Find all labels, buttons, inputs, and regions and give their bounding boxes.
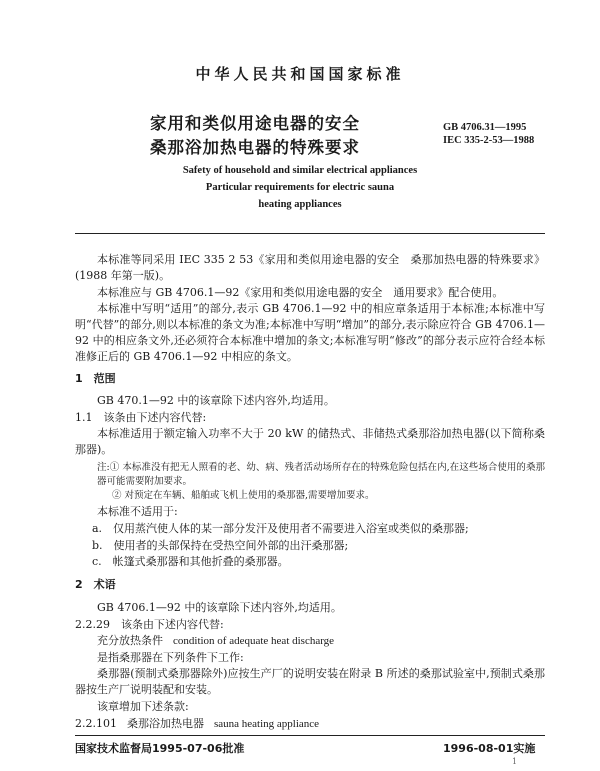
exclusion-item-c: c. 帐篷式桑那器和其他折叠的桑那器。 xyxy=(92,555,289,568)
term-definition xyxy=(97,633,545,649)
iec-number: IEC 335-2-53—1988 xyxy=(443,135,535,146)
section-1-scope-text: GB 470.1—92 中的该章除下述内容外,均适用。 xyxy=(97,394,335,407)
footer-rule xyxy=(75,735,545,736)
note-2: ② 对预定在车辆、船舶或飞机上使用的桑那器,需要增加要求。 xyxy=(112,490,375,501)
clause-1-1: 1.1 该条由下述内容代替: xyxy=(75,411,207,424)
section-2-applicability: GB 4706.1—92 中的该章除下述内容外,均适用。 xyxy=(97,601,342,614)
section-2-heading: 2 术语 xyxy=(75,578,116,591)
section-1-heading: 1 范围 xyxy=(75,372,116,385)
header-rule xyxy=(75,233,545,234)
intro-paragraph-2: 本标准应与 GB 4706.1—92《家用和类似用途电器的安全 通用要求》配合使用。 xyxy=(97,286,504,299)
title-en-line2: Particular requirements for electric sauna xyxy=(205,182,395,193)
intro-paragraph-1: 本标准等同采用 IEC 335 2 53《家用和类似用途电器的安全 桑那加热电器的特殊要求》(1988 年第一版)。 xyxy=(75,253,545,282)
title-en-line3: heating appliances xyxy=(258,199,342,210)
not-applicable-label: 本标准不适用于: xyxy=(97,505,178,518)
term-condition: 是指桑那器在下列条件下工作: xyxy=(97,651,244,664)
clause-1-1-body: 本标准适用于额定输入功率不大于 20 kW 的储热式、非储热式桑那浴加热电器(以下简称桑那器)。 xyxy=(75,427,545,456)
implementation-date: 1996-08-01实施 xyxy=(443,742,536,755)
approval-date: 国家技术监督局1995-07-06批准 xyxy=(75,742,245,755)
clause-2-2-101-number: 2.2.101 xyxy=(75,717,117,730)
intro-paragraph-3: 本标准中写明“适用”的部分,表示 GB 4706.1—92 中的相应章条适用于本标准;本标准中写明“代替”的部分,则以本标准的条文为准;本标准中写明“增加”的部分,表示除应符合 GB 4706.1—92 中的相应条文外,还必须符合本标准中增加的条文;本标准写明“修改”的部分表示应符合经本标准修正后的 GB 4706.1—92 中相应的条文。 xyxy=(75,302,545,363)
clause-2-2-29: 2.2.29 该条由下述内容代替: xyxy=(75,618,224,631)
title-en-line1: Safety of household and similar electrical appliances xyxy=(182,165,418,176)
term-body: 桑那器(预制式桑那器除外)应按生产厂的说明安装在附录 B 所述的桑那试验室中,预制式桑那器按生产厂说明装配和安装。 xyxy=(75,667,545,696)
term-cn: 充分放热条件 xyxy=(97,634,163,647)
clause-2-2-101-en: sauna heating appliance xyxy=(214,718,320,730)
page-number: 1 xyxy=(512,757,518,766)
standard-number: GB 4706.31—1995 xyxy=(443,122,527,133)
clause-2-2-101 xyxy=(75,716,545,732)
added-clause-label: 该章增加下述条款: xyxy=(97,700,189,713)
note-1: 注:① 本标准没有把无人照看的老、幼、病、残者活动场所存在的特殊危险包括在内,在这些场合使用的桑那器可能需要附加要求。 xyxy=(97,462,545,487)
exclusion-item-a: a. 仅用蒸汽使人体的某一部分发汗及使用者不需要进入浴室或类似的桑那器; xyxy=(92,522,469,535)
title-cn-line2: 桑那浴加热电器的特殊要求 xyxy=(150,138,360,157)
exclusion-item-b: b. 使用者的头部保持在受热空间外部的出汗桑那器; xyxy=(92,539,349,552)
clause-2-2-101-cn: 桑那浴加热电器 xyxy=(127,717,204,730)
title-cn-line1: 家用和类似用途电器的安全 xyxy=(150,114,360,133)
national-standard-title: 中华人民共和国国家标准 xyxy=(195,65,405,83)
term-en: condition of adequate heat discharge xyxy=(173,635,335,647)
